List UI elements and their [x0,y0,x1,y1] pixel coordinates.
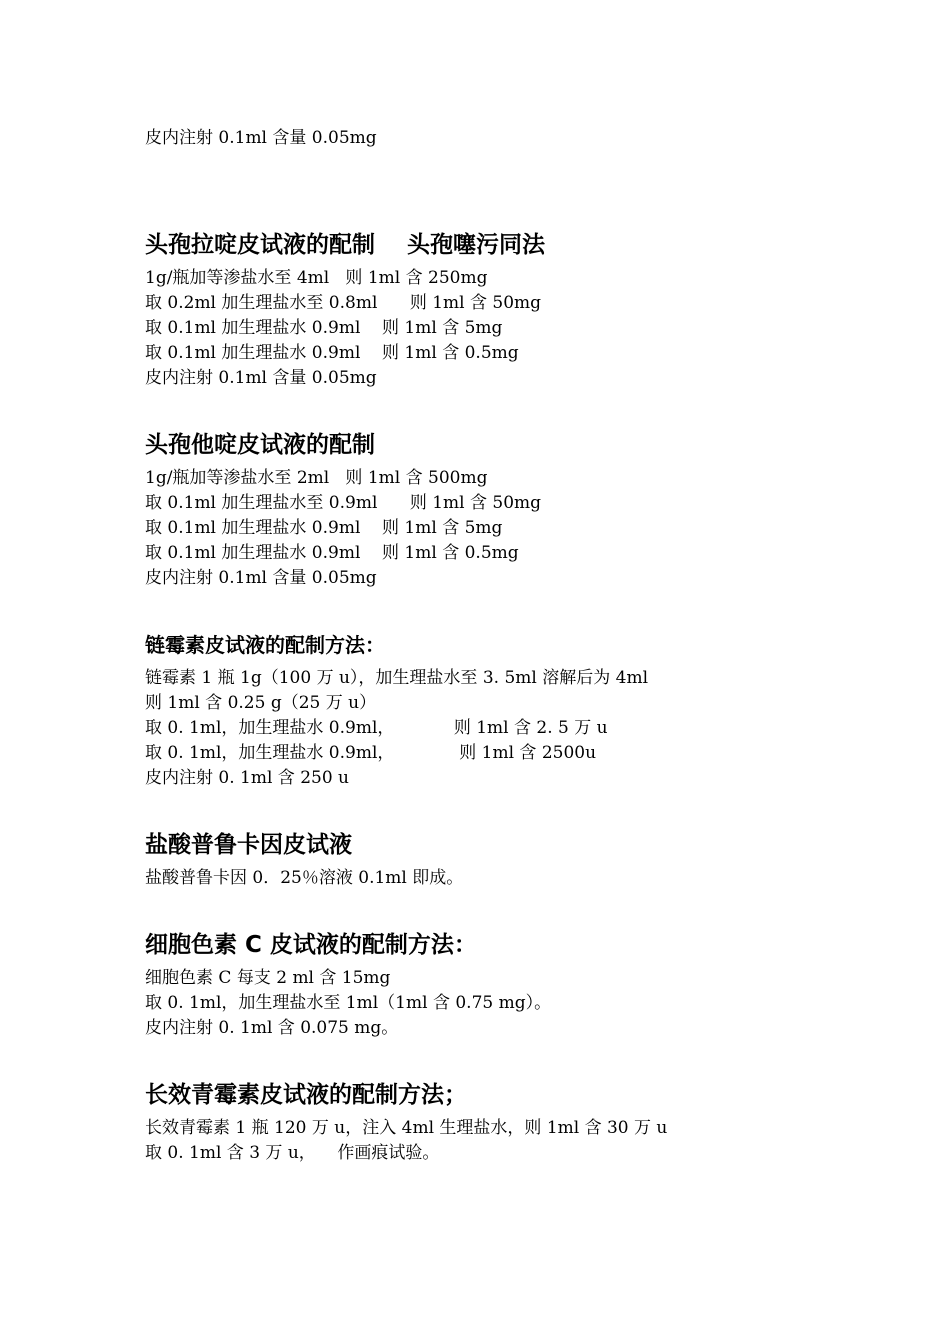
text-line: 皮内注射 0. 1ml 含 250 u [145,768,350,788]
text-line: 取 0. 1ml，加生理盐水至 1ml（1ml 含 0.75 mg）。 [145,993,552,1013]
text-line: 细胞色素 C 每支 2 ml 含 15mg [145,968,391,988]
section-cytochrome-c [145,930,845,1041]
text-line: 取 0.1ml 加生理盐水 0.9ml 则 1ml 含 5mg [145,518,503,538]
text-line: 盐酸普鲁卡因 0．25％溶液 0.1ml 即成。 [145,868,464,888]
section-heading: 头孢拉啶皮试液的配制 头孢噻污同法 [145,232,546,258]
section-streptomycin [145,630,845,791]
text-line: 则 1ml 含 0.25 g（25 万 u） [145,693,377,713]
text-line: 链霉素 1 瓶 1g（100 万 u），加生理盐水至 3. 5ml 溶解后为 4ml [145,668,649,688]
text-line: 取 0.1ml 加生理盐水 0.9ml 则 1ml 含 0.5mg [145,543,519,563]
text-line: 1g/瓶加等渗盐水至 2ml 则 1ml 含 500mg [145,468,488,488]
section-heading: 链霉素皮试液的配制方法： [145,633,385,657]
text-line: 取 0. 1ml 含 3 万 u， 作画痕试验。 [145,1143,440,1163]
text-line: 取 0.1ml 加生理盐水 0.9ml 则 1ml 含 5mg [145,318,503,338]
text-line: 长效青霉素 1 瓶 120 万 u，注入 4ml 生理盐水，则 1ml 含 30 万 u [145,1118,668,1138]
section-procaine [145,830,845,891]
text-line: 1g/瓶加等渗盐水至 4ml 则 1ml 含 250mg [145,268,488,288]
section-heading: 盐酸普鲁卡因皮试液 [145,832,352,858]
section-heading: 细胞色素 C 皮试液的配制方法： [145,932,477,958]
text-line: 取 0. 1ml，加生理盐水 0.9ml， 则 1ml 含 2. 5 万 u [145,718,608,738]
text-line: 取 0.1ml 加生理盐水 0.9ml 则 1ml 含 0.5mg [145,343,519,363]
section-heading: 长效青霉素皮试液的配制方法； [145,1082,467,1108]
intro-line: 皮内注射 0.1ml 含量 0.05mg [145,128,377,148]
section-heading: 头孢他啶皮试液的配制 [145,432,375,458]
text-line: 皮内注射 0.1ml 含量 0.05mg [145,568,377,588]
text-line: 皮内注射 0.1ml 含量 0.05mg [145,368,377,388]
section-ceftazidime [145,430,845,591]
text-line: 取 0.2ml 加生理盐水至 0.8ml 则 1ml 含 50mg [145,293,542,313]
text-line: 取 0. 1ml，加生理盐水 0.9ml， 则 1ml 含 2500u [145,743,597,763]
text-line: 取 0.1ml 加生理盐水至 0.9ml 则 1ml 含 50mg [145,493,542,513]
section-long-acting-penicillin [145,1080,845,1166]
text-line: 皮内注射 0. 1ml 含 0.075 mg。 [145,1018,399,1038]
section-cefradine [145,230,845,391]
